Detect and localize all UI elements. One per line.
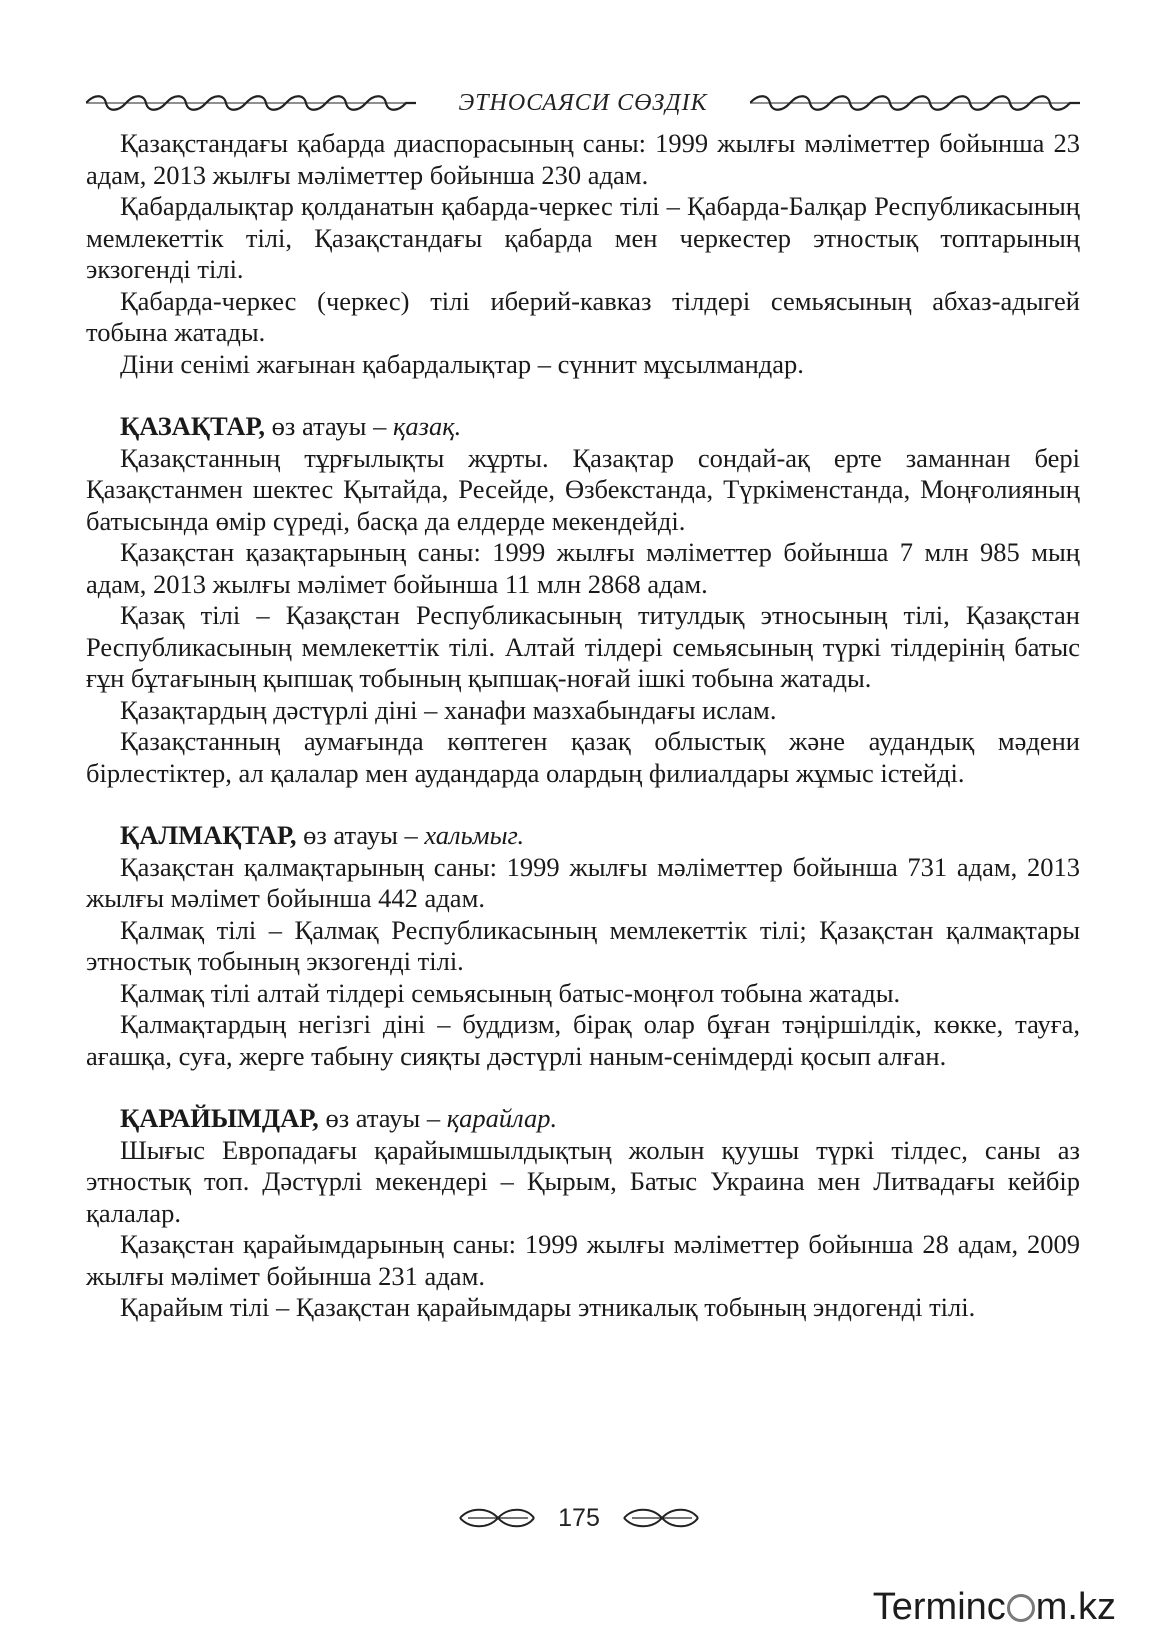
ornament-right-icon: [750, 92, 1080, 114]
paragraph: Қалмақ тілі алтай тілдері семьясының батыс-моңғол тобына жатады.: [120, 977, 901, 1008]
entry-term: ҚАЗАҚТАР,: [120, 411, 266, 441]
paragraph: Қарайым тілі – Қазақстан қарайымдары этникалық тобының эндогенді тілі.: [120, 1292, 976, 1322]
paragraph: Қазақстан қарайымдарының саны: 1999 жылғы мәліметтер бойынша 28 адам, 2009 жылғы мәлімет бойынша 231 адам.: [86, 1229, 1080, 1291]
native-prefix: өз атауы –: [296, 820, 425, 850]
flourish-left-icon: [458, 1505, 536, 1531]
magnifier-o-icon: [1007, 1594, 1035, 1622]
native-name: қазақ.: [392, 411, 462, 441]
paragraph: Қабарда-черкес (черкес) тілі иберий-кавказ тілдері семьясының абхаз-адыгей тобына жатады.: [86, 285, 1080, 347]
paragraph: Қазақстанның тұрғылықты жұрты. Қазақтар сондай-ақ ерте заманнан бері Қазақстанмен шектес Қытайда, Ресейде, Өзбекстанда, Түркіменстанда, Моңғолияның батысында өмір сүреді, басқа да елдерде мекендейді.: [86, 442, 1080, 536]
flourish-right-icon: [622, 1505, 700, 1531]
paragraph: Қазақ тілі – Қазақстан Республикасының титулдық этносының тілі, Қазақстан Республикасының мемлекеттік тілі. Алтай тілдері семьясының түркі тілдерінің батыс ғұн бұтағының қыпшақ тобының қыпшақ-ноғай ішкі тобына жатады.: [86, 600, 1080, 693]
paragraph: Қазақтардың дәстүрлі діні – ханафи мазхабындағы ислам.: [120, 694, 777, 725]
ornament-left-icon: [86, 92, 416, 114]
entry-heading: [86, 411, 1080, 443]
paragraph: Қазақстандағы қабарда диаспорасының саны: 1999 жылғы мәліметтер бойынша 23 адам, 2013 жылғы мәліметтер бойынша 230 адам.: [86, 128, 1080, 190]
page-footer: [0, 1498, 1158, 1538]
paragraph: Діни сенімі жағынан қабардалықтар – сүннит мұсылмандар.: [120, 348, 804, 379]
entry-kalmyks: [86, 820, 1080, 1072]
paragraph: Қазақстанның аумағында көптеген қазақ облыстық және аудандық мәдени бірлестіктер, ал қалалар мен аудандарда олардың филиалдары жұмыс істейді.: [86, 726, 1080, 788]
entry-heading: [86, 820, 1080, 852]
entry-term: ҚАЛМАҚТАР,: [120, 820, 297, 850]
page-body: [86, 128, 1080, 1324]
paragraph: Қалмақтардың негізгі діні – буддизм, бірақ олар бұған тәңіршілдік, көкке, тауға, ағашқа, суға, жерге табыну сияқты дәстүрлі наным-сенімдерді қосып алған.: [86, 1009, 1080, 1071]
entry-karaims: [86, 1103, 1080, 1324]
native-name: хальмыг.: [424, 820, 525, 850]
paragraph: Қазақстан қазақтарының саны: 1999 жылғы мәліметтер бойынша 7 млн 985 мың адам, 2013 жылғы мәлімет бойынша 11 млн 2868 адам.: [86, 537, 1080, 599]
page-number: 175: [558, 1503, 600, 1532]
native-prefix: өз атауы –: [265, 411, 393, 441]
paragraph: Қабардалықтар қолданатын қабарда-черкес тілі – Қабарда-Балқар Республикасының мемлекеттік тілі, Қазақстандағы қабарда мен черкестер этностық топтарының экзогенді тілі.: [86, 191, 1080, 284]
paragraph: Қалмақ тілі – Қалмақ Республикасының мемлекеттік тілі; Қазақстан қалмақтары этностық тобының экзогенді тілі.: [86, 914, 1080, 976]
paragraph: Шығыс Европадағы қарайымшылдықтың жолын қуушы түркі тілдес, саны аз этностық топ. Дәстүрлі мекендері – Қырым, Батыс Украина мен Литвадағы кейбір қалалар.: [86, 1134, 1080, 1228]
header-title: ЭТНОСАЯСИ СӨЗДІК: [458, 89, 708, 116]
native-name: қарайлар.: [446, 1103, 558, 1133]
watermark-logo: [873, 1586, 1116, 1629]
running-header: [86, 86, 1080, 120]
entry-heading: [86, 1103, 1080, 1135]
watermark-text-end: m.kz: [1035, 1586, 1116, 1628]
entry-kazakhs: [86, 411, 1080, 789]
native-prefix: өз атауы –: [318, 1103, 447, 1133]
watermark-text-start: Terminc: [872, 1586, 1006, 1628]
paragraph: Қазақстан қалмақтарының саны: 1999 жылғы мәліметтер бойынша 731 адам, 2013 жылғы мәлімет бойынша 442 адам.: [86, 851, 1080, 913]
intro-section: [86, 128, 1080, 380]
entry-term: ҚАРАЙЫМДАР,: [120, 1103, 319, 1133]
